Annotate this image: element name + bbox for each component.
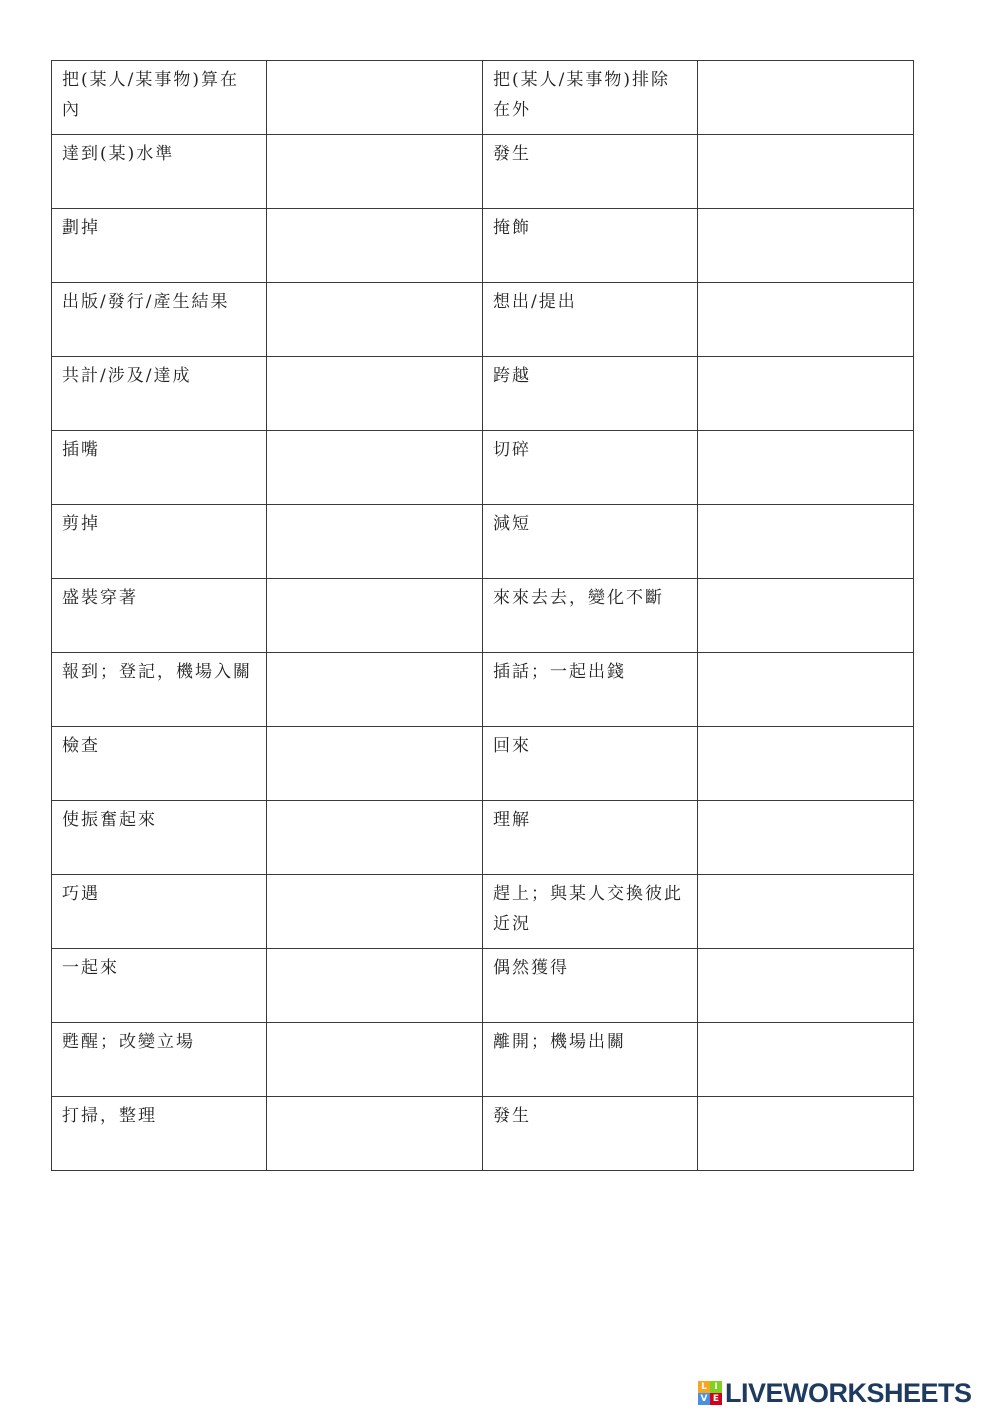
- prompt-left: 達到(某)水準: [52, 135, 267, 209]
- table-row: [52, 209, 914, 283]
- answer-input-left[interactable]: [273, 139, 480, 205]
- answer-input-right[interactable]: [704, 657, 911, 723]
- answer-cell-left: [267, 1023, 483, 1097]
- prompt-left: 插嘴: [52, 431, 267, 505]
- answer-cell-right: [698, 505, 914, 579]
- prompt-right: 發生: [483, 1097, 698, 1171]
- table-row: [52, 727, 914, 801]
- answer-input-left[interactable]: [273, 1027, 480, 1093]
- prompt-left: 使振奮起來: [52, 801, 267, 875]
- answer-cell-right: [698, 727, 914, 801]
- prompt-right: 回來: [483, 727, 698, 801]
- answer-cell-left: [267, 579, 483, 653]
- prompt-right: 跨越: [483, 357, 698, 431]
- liveworksheets-icon: [698, 1381, 722, 1405]
- table-row: [52, 505, 914, 579]
- answer-input-left[interactable]: [273, 657, 480, 723]
- answer-cell-left: [267, 653, 483, 727]
- answer-cell-right: [698, 1097, 914, 1171]
- table-row: [52, 949, 914, 1023]
- answer-cell-left: [267, 283, 483, 357]
- answer-cell-left: [267, 135, 483, 209]
- answer-input-left[interactable]: [273, 953, 480, 1019]
- table-row: [52, 431, 914, 505]
- prompt-left: 劃掉: [52, 209, 267, 283]
- answer-cell-right: [698, 283, 914, 357]
- logo-letter-v: V: [698, 1393, 710, 1405]
- prompt-right: 理解: [483, 801, 698, 875]
- prompt-right: 離開；機場出關: [483, 1023, 698, 1097]
- answer-cell-left: [267, 875, 483, 949]
- answer-cell-right: [698, 209, 914, 283]
- vocabulary-table-body: [52, 61, 914, 1171]
- table-row: [52, 653, 914, 727]
- answer-input-left[interactable]: [273, 213, 480, 279]
- prompt-left: 剪掉: [52, 505, 267, 579]
- answer-cell-left: [267, 61, 483, 135]
- prompt-right: 把(某人/某事物)排除在外: [483, 61, 698, 135]
- prompt-left: 把(某人/某事物)算在內: [52, 61, 267, 135]
- answer-input-right[interactable]: [704, 361, 911, 427]
- answer-input-right[interactable]: [704, 583, 911, 649]
- answer-cell-right: [698, 61, 914, 135]
- answer-cell-left: [267, 357, 483, 431]
- prompt-right: 來來去去，變化不斷: [483, 579, 698, 653]
- answer-input-left[interactable]: [273, 361, 480, 427]
- answer-input-right[interactable]: [704, 435, 911, 501]
- answer-input-left[interactable]: [273, 879, 480, 945]
- prompt-right: 偶然獲得: [483, 949, 698, 1023]
- answer-input-right[interactable]: [704, 953, 911, 1019]
- vocabulary-table: [51, 60, 914, 1171]
- answer-input-left[interactable]: [273, 731, 480, 797]
- prompt-right: 發生: [483, 135, 698, 209]
- liveworksheets-wordmark: LIVEWORKSHEETS: [725, 1377, 972, 1408]
- answer-input-left[interactable]: [273, 805, 480, 871]
- answer-cell-right: [698, 653, 914, 727]
- answer-cell-right: [698, 579, 914, 653]
- prompt-left: 共計/涉及/達成: [52, 357, 267, 431]
- answer-input-right[interactable]: [704, 287, 911, 353]
- answer-input-left[interactable]: [273, 509, 480, 575]
- prompt-left: 一起來: [52, 949, 267, 1023]
- answer-input-left[interactable]: [273, 287, 480, 353]
- answer-cell-left: [267, 1097, 483, 1171]
- logo-letter-i: I: [710, 1381, 722, 1393]
- answer-cell-left: [267, 949, 483, 1023]
- prompt-right: 插話；一起出錢: [483, 653, 698, 727]
- answer-input-right[interactable]: [704, 509, 911, 575]
- answer-input-left[interactable]: [273, 435, 480, 501]
- answer-cell-right: [698, 431, 914, 505]
- answer-input-left[interactable]: [273, 583, 480, 649]
- prompt-left: 報到；登記，機場入關: [52, 653, 267, 727]
- table-row: [52, 357, 914, 431]
- answer-input-right[interactable]: [704, 805, 911, 871]
- answer-cell-right: [698, 875, 914, 949]
- answer-cell-left: [267, 431, 483, 505]
- answer-input-left[interactable]: [273, 65, 480, 131]
- answer-cell-right: [698, 357, 914, 431]
- table-row: [52, 875, 914, 949]
- answer-cell-right: [698, 1023, 914, 1097]
- answer-input-right[interactable]: [704, 1027, 911, 1093]
- answer-cell-left: [267, 209, 483, 283]
- table-row: [52, 579, 914, 653]
- answer-input-right[interactable]: [704, 1101, 911, 1167]
- answer-cell-right: [698, 949, 914, 1023]
- prompt-right: 減短: [483, 505, 698, 579]
- prompt-left: 巧遇: [52, 875, 267, 949]
- answer-input-right[interactable]: [704, 65, 911, 131]
- table-row: [52, 135, 914, 209]
- answer-cell-left: [267, 505, 483, 579]
- prompt-left: 打掃，整理: [52, 1097, 267, 1171]
- table-row: [52, 61, 914, 135]
- table-row: [52, 801, 914, 875]
- prompt-left: 盛裝穿著: [52, 579, 267, 653]
- answer-cell-right: [698, 801, 914, 875]
- prompt-right: 切碎: [483, 431, 698, 505]
- answer-input-right[interactable]: [704, 879, 911, 945]
- answer-input-right[interactable]: [704, 213, 911, 279]
- answer-cell-left: [267, 727, 483, 801]
- answer-input-right[interactable]: [704, 139, 911, 205]
- prompt-left: 出版/發行/產生結果: [52, 283, 267, 357]
- logo-letter-e: E: [710, 1393, 722, 1405]
- liveworksheets-logo: [698, 1377, 972, 1408]
- answer-input-left[interactable]: [273, 1101, 480, 1167]
- prompt-right: 趕上；與某人交換彼此近況: [483, 875, 698, 949]
- table-row: [52, 1023, 914, 1097]
- answer-cell-left: [267, 801, 483, 875]
- table-row: [52, 283, 914, 357]
- prompt-left: 甦醒；改變立場: [52, 1023, 267, 1097]
- prompt-left: 檢查: [52, 727, 267, 801]
- prompt-right: 掩飾: [483, 209, 698, 283]
- prompt-right: 想出/提出: [483, 283, 698, 357]
- answer-cell-right: [698, 135, 914, 209]
- table-row: [52, 1097, 914, 1171]
- logo-letter-l: L: [698, 1381, 710, 1393]
- answer-input-right[interactable]: [704, 731, 911, 797]
